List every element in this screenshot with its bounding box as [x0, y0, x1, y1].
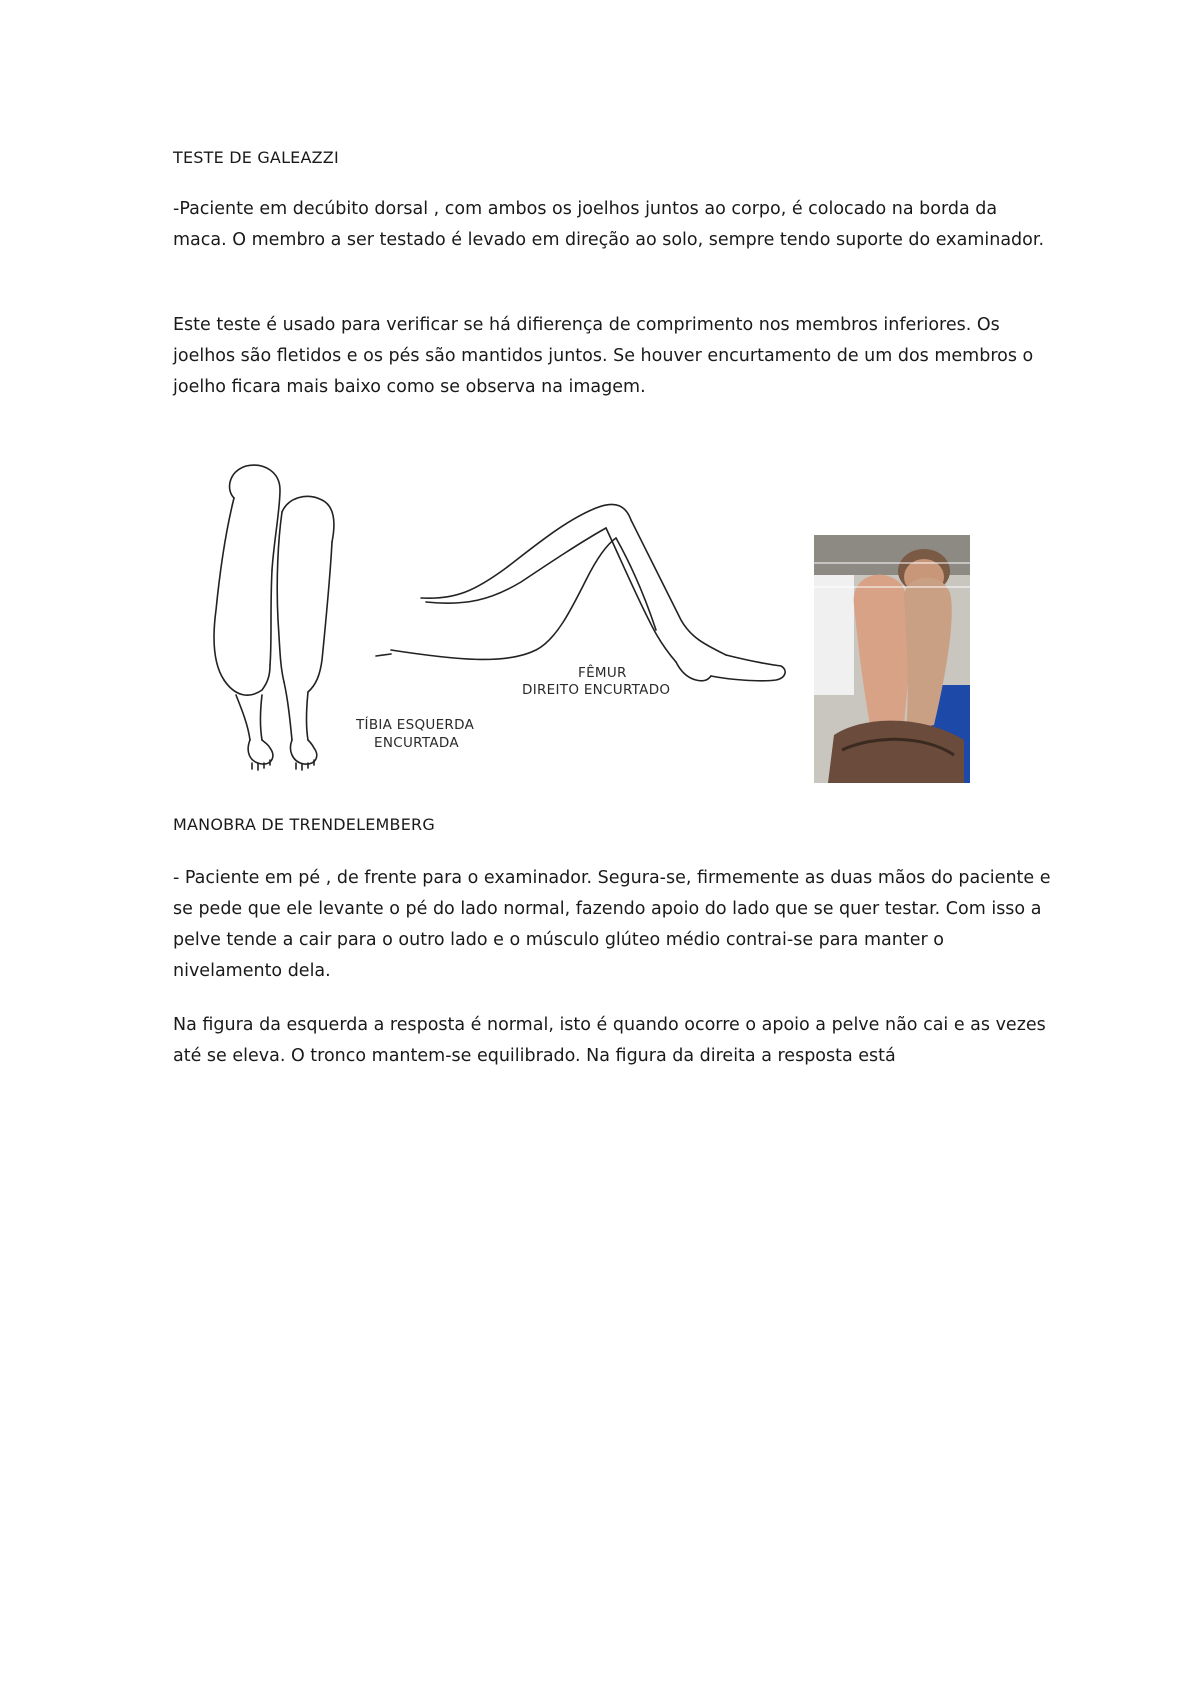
- section-title-trendelemberg: MANOBRA DE TRENDELEMBERG: [173, 815, 435, 834]
- galeazzi-figure: [176, 450, 976, 790]
- label-tibia-line-2: ENCURTADA: [374, 735, 459, 751]
- label-tibia-line-1: TÍBIA ESQUERDA: [356, 717, 475, 733]
- label-femur-line-1: FÊMUR: [578, 665, 627, 681]
- galeazzi-paragraph-2: Este teste é usado para verificar se há difierença de comprimento nos membros inferiores. Os joelhos são fletidos e os pés são mantidos juntos. Se houver encurtamento de um dos membros o joelho ficara mais baixo como se observa na imagem.: [173, 315, 1034, 397]
- label-femur-line-2: DIREITO ENCURTADO: [522, 682, 671, 698]
- galeazzi-paragraph-1: -Paciente em decúbito dorsal , com ambos os joelhos juntos ao corpo, é colocado na borda da maca. O membro a ser testado é levado em direção ao solo, sempre tendo suporte do examinador.: [173, 199, 1045, 250]
- galeazzi-patient-photo: [814, 535, 970, 783]
- galeazzi-leg-drawing: [176, 450, 806, 790]
- trendelemberg-paragraph-1: - Paciente em pé , de frente para o examinador. Segura-se, firmemente as duas mãos do paciente e se pede que ele levante o pé do lado normal, fazendo apoio do lado que se quer testar. Com isso a pelve tende a cair para o outro lado e o músculo glúteo médio contrai-se para manter o nivelamento dela.: [173, 868, 1051, 981]
- trendelemberg-paragraph-2: Na figura da esquerda a resposta é normal, isto é quando ocorre o apoio a pelve não cai e as vezes até se eleva. O tronco mantem-se equilibrado. Na figura da direita a resposta está: [173, 1015, 1046, 1066]
- section-title-galeazzi: TESTE DE GALEAZZI: [173, 148, 339, 167]
